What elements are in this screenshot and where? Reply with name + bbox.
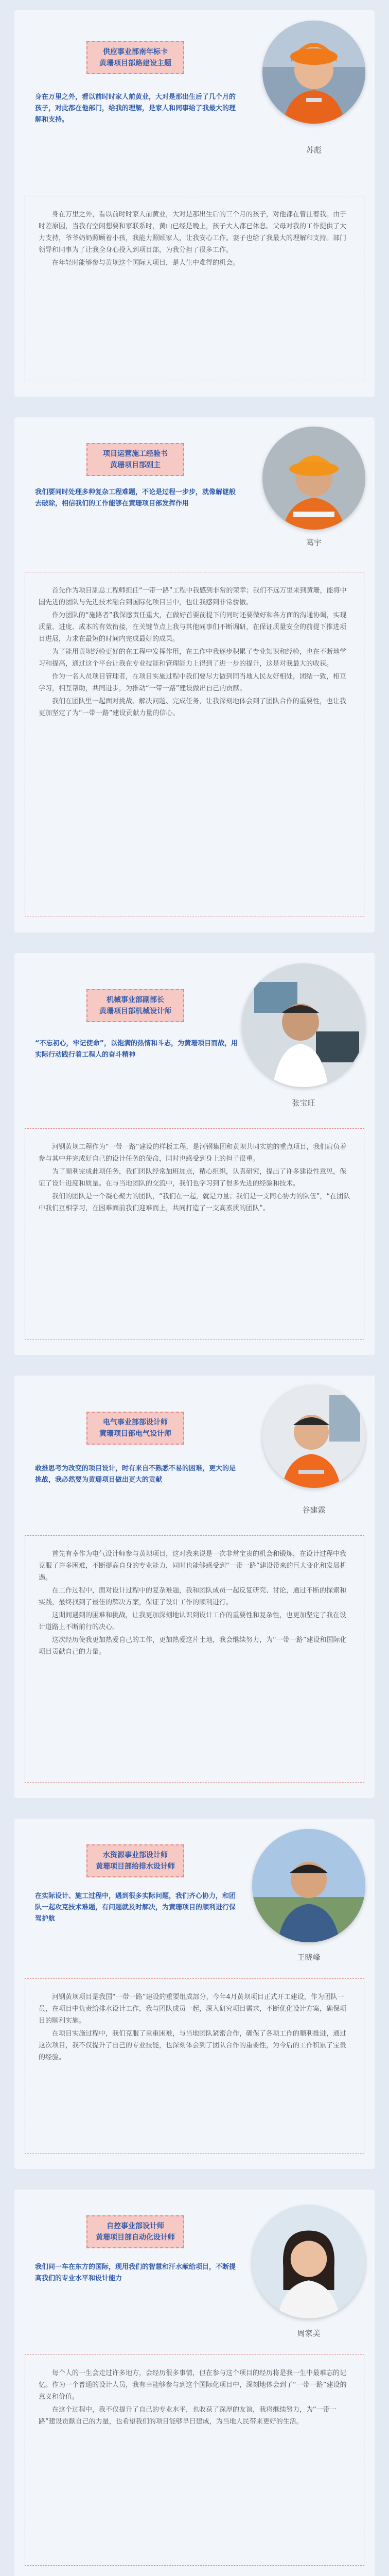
profile-title-text: 自控事业部设计师 黄珊项目部自动化设计师 (96, 2222, 175, 2242)
paragraph: 河钢黄坝项目是我国“一带一路”建设的重要组成部分，今年4月黄坝项目正式开工建设，作为团队一员，在项目中负责给排水设计工作，我与团队成员一起，深入研究项目需求，不断优化设计方案，确保项目的顺利实施。 (39, 1993, 347, 2025)
profile-name: 王晓峰 (297, 1953, 321, 1962)
paragraph: 作为一名人员项目管理者，在项目实施过程中我们要尽力做到同当地人民友好相处，团结一致，相互学习，相互帮助，共同进步，为推动“一带一路”建设做出自己的贡献。 (39, 673, 347, 692)
profile-photo (262, 1385, 365, 1488)
profile-title (86, 1844, 184, 1877)
profile-body (25, 2354, 364, 2566)
paragraph: 身在万里之外，看以前时时家人前黄业，大对是那出生后的三个月的孩子，对他都在曾注着我。由于时差原因，当我有空闲想要和家联系时，黄山已经是晚上，孩子大人都已休息。父母对我的工作提供了大力支持，爷爷奶奶照顾着小孩，我能力照顾家人，让我安心工作。妻子也给了我最大的理解和支持。部门领导和同事为了让我全身心投入到项目部，为我分担了很多工作。 (39, 211, 347, 254)
worker-photo-icon (262, 21, 365, 124)
profile-photo (262, 21, 365, 124)
paragraph: 这次经历使我更加热爱自己的工作，更加热爱这片土地，我会继续努力，为“一带一路”建设和国际化项目贡献自己的力量。 (39, 1636, 347, 1656)
outdoor-photo-icon (252, 1829, 365, 1942)
worker-photo-icon (262, 427, 365, 530)
profile-body (25, 572, 364, 917)
paragraph: 作为团队的“施路者”我深感责任重大，在做好首要前提下的同时还要做好和各方面的沟通协调，实现质量、进度、成本的有效衔接，在关键节点上我与其他同事们不断调研，在保证质量安全的前提下推进项目进展，力求在最短的时间内完成最好的成果。 (39, 612, 347, 643)
paragraph: 首先有幸作为电气设计师参与黄坝项目，这对我来说是一次非常宝贵的机会和锻炼，在设计过程中我克服了许多困难，不断提高自身的专业能力，同时也能够感受到“一带一路”建设带来的巨大变化和发展机遇。 (39, 1550, 347, 1582)
profile-card-6 (14, 2190, 375, 2576)
profile-card-1 (14, 10, 375, 397)
profile-title (86, 989, 184, 1022)
woman-photo-icon (252, 2205, 365, 2318)
paragraph: 我们在团队里一起面对挑战、解决问题、完成任务，让我深刻地体会到了团队合作的重要性，也让我更加坚定了为“一带一路”建设贡献力量的信心。 (39, 698, 347, 717)
paragraph: 在年轻时能够参与黄坝这个国际大项目，是人生中难得的机会。 (52, 259, 240, 267)
profile-quote: 身在万里之外，看以前时时家人前黄业，大对是那出生后了几个月的孩子，对此都在他部门，给我的理解，是家人和同事给了我最大的理解和支持。 (35, 93, 236, 124)
profile-card-5 (14, 1819, 375, 2169)
paragraph: 首先作为项目副总工程师担任“一带一路”工程中我感到非常的荣幸；我们不远万里来到黄珊，能将中国先进的团队与先进技术融合到国际化项目当中，也让我感到非常骄傲。 (39, 587, 347, 606)
paragraph: 在这个过程中，我不仅提升了自己的专业水平，也收获了深厚的友谊，我将继续努力，为“一带一路”建设贡献自己的力量，也希望我们的项目能够早日建成，为当地人民带来更好的生活。 (39, 2406, 337, 2426)
profile-quote: 敢推思考为改变的项目设计，时有来自不熟悉不易的困难，更大的是挑战，我必然要为黄珊项目做出更大的贡献 (35, 1465, 236, 1484)
paragraph: 这期间遇到的困难和挑战，让我更加深刻地认识到设计工作的重要性和复杂性，也更加坚定了我在设计道路上不断前行的决心。 (39, 1612, 347, 1631)
profile-body (25, 196, 364, 381)
profile-title-text: 项目运营施工经验书 黄珊项目部副主 (103, 450, 168, 469)
profile-quote: 我们同一车在东方的国际，现用我们的智慧和汗水献给项目，不断提高我们的专业水平和设计能力 (35, 2263, 236, 2282)
profile-photo (252, 1829, 365, 1942)
profile-photo (242, 963, 365, 1087)
profile-card-3 (14, 953, 375, 1355)
profile-quote: 我们要同时处理多种复杂工程难题，不论是过程一步步，就像解谜般去破除，相信我们的工作能够在黄珊项目部发挥作用 (35, 488, 236, 507)
profile-title (86, 41, 184, 74)
profile-body (25, 1128, 364, 1340)
profile-name: 张宝旺 (292, 1098, 315, 1108)
profile-name: 葛宇 (306, 538, 322, 547)
worker-photo-icon (262, 1385, 365, 1488)
profile-quote: “不忘初心，牢记使命”，以饱满的热情和斗志，为黄珊项目而战，用实际行动践行着工程人的奋斗精神 (35, 1040, 238, 1059)
profile-title (86, 2215, 184, 2248)
profile-body (25, 1535, 364, 1783)
profile-title (86, 443, 184, 476)
paragraph: 河钢黄坝工程作为“一带一路”建设的样板工程，是河钢集团和黄坝共同实施的重点项目，我们肩负着参与其中并完成好自己的设计任务的使命，同时也感受到身上的担子很重。 (39, 1143, 347, 1163)
profile-name: 周家美 (297, 2329, 321, 2338)
paragraph: 我们的团队是一个凝心聚力的团队，“我们在一起，就是力量；我们是一支同心协力的队伍”，“在团队中我们互相学习，在困难面前我们迎难而上，共同打造了一支高素质的团队”。 (39, 1193, 350, 1212)
profile-photo (252, 2205, 365, 2318)
profile-title (86, 1412, 184, 1445)
paragraph: 在工作过程中，面对设计过程中的复杂难题，我和团队成员一起反复研究、讨论，通过不断的探索和实践，最终找到了最佳的解决方案，保证了设计工作的顺利进行。 (39, 1587, 347, 1606)
paragraph: 为了顺利完成此项任务，我们团队经常加班加点，精心组织，认真研究，提出了许多建设性意见，保证了设计进度和质量。在与当地团队的交流中，我们也学习到了很多先进的经验和技术。 (39, 1168, 347, 1188)
profile-name: 谷建霖 (302, 1505, 326, 1515)
paragraph: 在项目实施过程中，我们克服了重重困难，与当地团队紧密合作，确保了各项工作的顺利推进，通过这次项目，我不仅提升了自己的专业技能，也深刻体会到了团队合作的重要性，为今后的工作积累了宝贵的经验。 (39, 2030, 347, 2061)
profile-name: 苏彪 (306, 145, 322, 155)
office-photo-icon (242, 963, 365, 1087)
paragraph: 每个人的一生会走过许多地方，会经历很多事情，但在参与这个项目的经历将是我一生中最难忘的记忆。作为一个普通的设计人员，我有幸能够参与到这个国际化项目中，深刻地体会到了“一带一路”建设的意义和价值。 (39, 2369, 347, 2401)
profile-title-text: 机械事业部副部长 黄珊项目部机械设计师 (99, 996, 171, 1015)
profile-quote: 在实际设计、施工过程中，遇到很多实际问题，我们齐心协力，和团队一起攻克技术难题，有问题就及时解决，为黄珊项目的顺利进行保驾护航 (35, 1892, 236, 1923)
profile-photo (262, 427, 365, 530)
profile-title-text: 供应事业部南年标卡 黄珊项目部路建设主题 (99, 48, 171, 67)
profile-title-text: 电气事业部部设计师 黄珊项目部电气设计师 (99, 1418, 171, 1438)
paragraph: 为了能用黄坝经验更好的在工程中发挥作用，在工作中我逐步积累了专业知识和经验，也在不断地学习和提高，通过这个平台让我在专业技能和管理能力上得到了进一步的提升，这是对我最大的收获。 (39, 648, 347, 668)
profile-title-text: 水资源事业部设计师 黄珊项目部给排水设计师 (96, 1851, 175, 1871)
profile-card-4 (14, 1376, 375, 1798)
profile-body (25, 1978, 364, 2154)
profile-card-2 (14, 417, 375, 933)
